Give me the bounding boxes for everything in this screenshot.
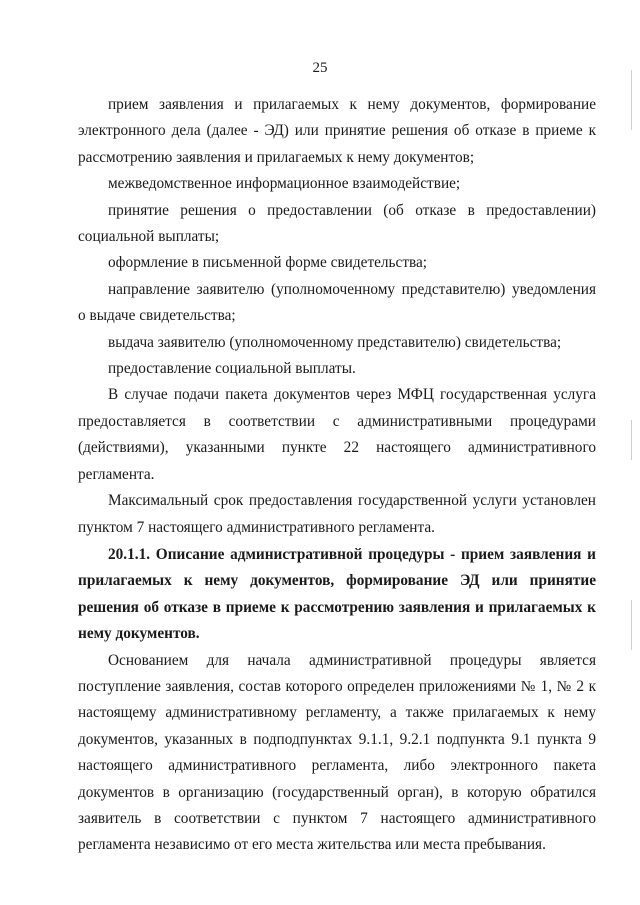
scan-edge-mark (631, 70, 632, 130)
list-item-interagency: межведомственное информационное взаимодействие; (108, 175, 461, 193)
document-body (78, 92, 596, 859)
list-item-certificate-issue: выдача заявителю (уполномоченному представителю) свидетельства; (108, 333, 562, 351)
list-item-reception: прием заявления и прилагаемых к нему документов, формирование электронного дела (далее - ЭД) или принятие решения об отказе в приеме к рассмотрению заявления и прилагаемых к нему документов; (78, 96, 596, 166)
list-item-decision: принятие решения о предоставлении (об отказе в предоставлении) социальной выплаты; (78, 201, 596, 246)
list-item-payment: предоставление социальной выплаты. (108, 360, 356, 378)
page-number: 25 (312, 60, 328, 76)
section-heading: 20.1.1. Описание административной процедуры - прием заявления и прилагаемых к нему документов, формирование ЭД или принятие решения об отказе в приеме к рассмотрению заявления и прилагаемых к нему документов. (78, 545, 596, 643)
list-item-notification: направление заявителю (уполномоченному представителю) уведомления о выдаче свидетельства; (78, 280, 596, 325)
list-item-certificate-form: оформление в письменной форме свидетельства; (108, 254, 428, 272)
scan-edge-mark (631, 600, 632, 650)
paragraph-max-term: Максимальный срок предоставления государственной услуги установлен пунктом 7 настоящего административного регламента. (78, 492, 596, 536)
paragraph-grounds: Основанием для начала административной процедуры является поступление заявления, состав которого определен приложениями № 1, № 2 к настоящему административному регламенту, а также прилагаемых к нему документов, указанных в подподпунктах 9.1.1, 9.2.1 подпункта 9.1 пункта 9 настоящего административного регламента, либо электронного пакета документов в организацию (государственный орган), в которую обратился заявитель в соответствии с пунктом 7 настоящего административного регламента независимо от его места жительства или места пребывания. (78, 651, 596, 854)
scan-edge-mark (631, 420, 632, 460)
paragraph-mfc: В случае подачи пакета документов через МФЦ государственная услуга предоставляется в соответствии с административными процедурами (действиями), указанными пункте 22 настоящего административного регламента. (78, 386, 596, 483)
